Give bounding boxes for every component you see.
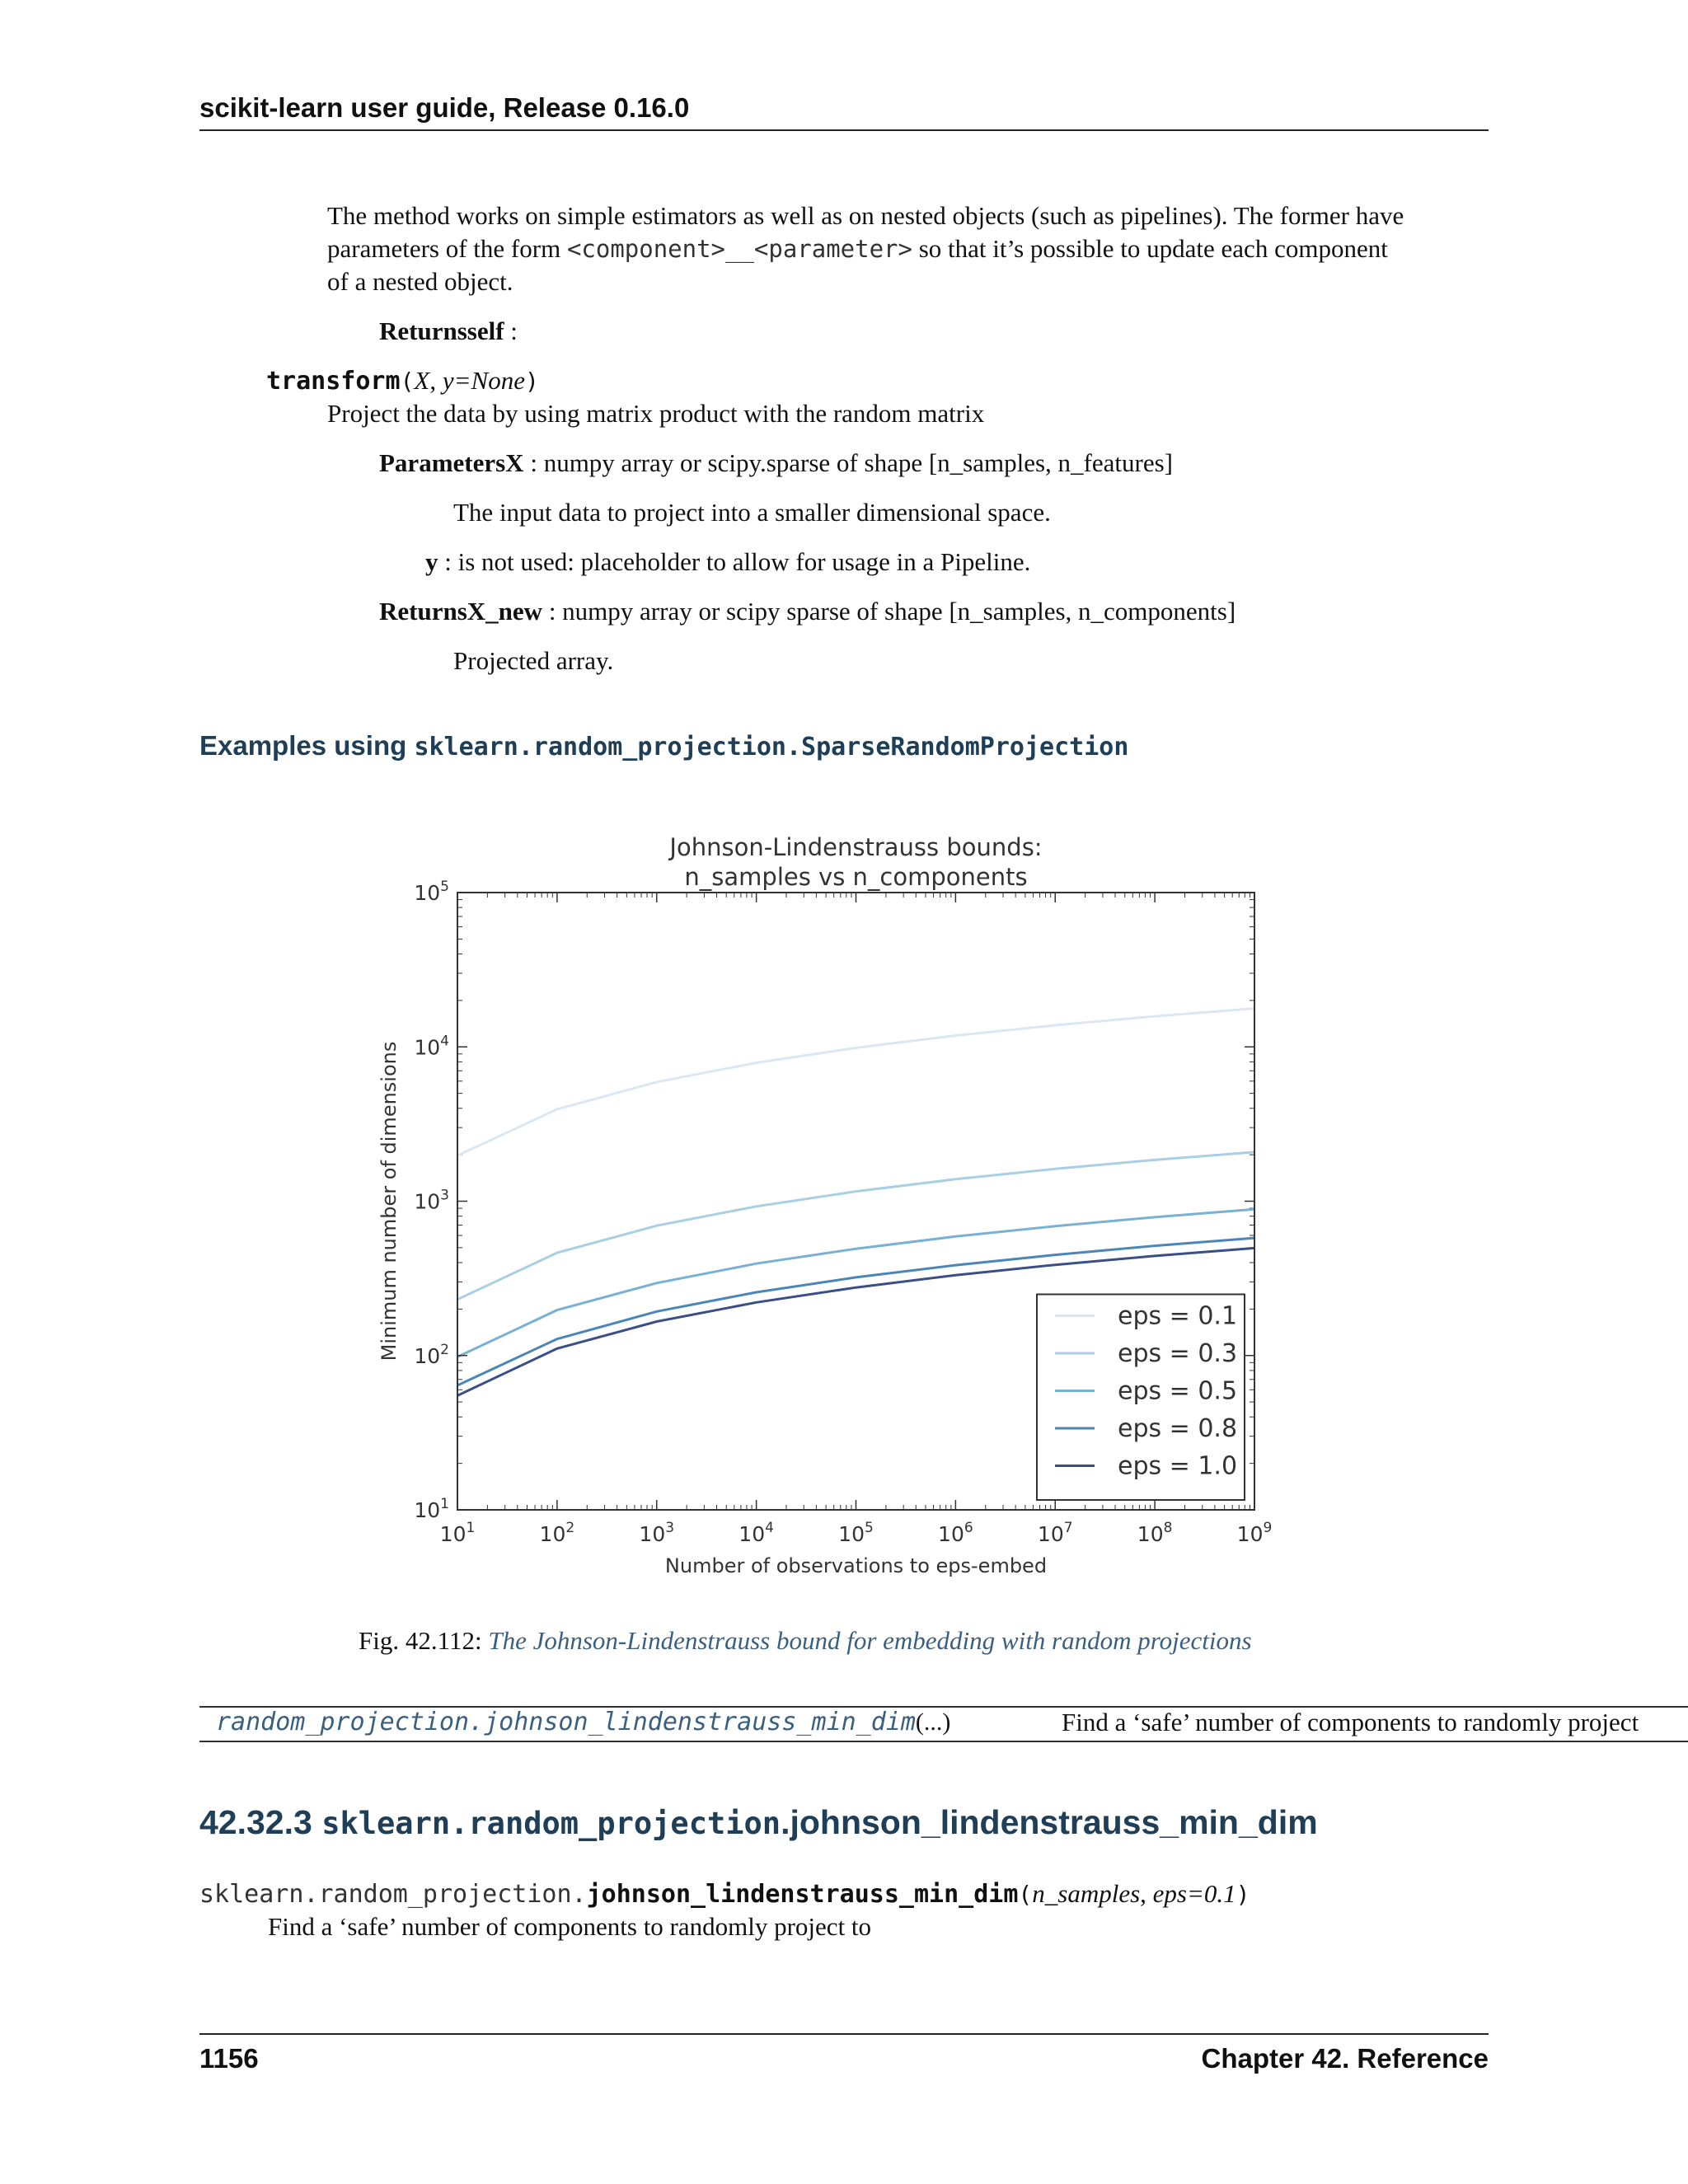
- paren-close: ): [524, 368, 539, 395]
- examples-heading-text: Examples using: [199, 730, 415, 761]
- x-tick-label: $10^5$: [838, 1520, 874, 1546]
- param-y-label: y: [425, 547, 438, 576]
- arg-y: y=None: [442, 366, 525, 395]
- y-tick-label: $10^3$: [414, 1187, 449, 1214]
- x-tick-label: $10^7$: [1037, 1520, 1073, 1546]
- footer-page-number: 1156: [199, 2043, 259, 2074]
- sig-comma: ,: [1140, 1879, 1153, 1908]
- sig-module: sklearn.random_projection.: [199, 1880, 587, 1909]
- method-name: transform: [266, 367, 401, 396]
- transform-signature: [266, 364, 539, 398]
- y-tick-label: $10^1$: [414, 1496, 449, 1522]
- set-params-desc-line-2: [327, 232, 1388, 265]
- examples-heading: [199, 730, 1128, 762]
- legend-label-3: eps = 0.5: [1118, 1376, 1238, 1406]
- summary-link-suffix: (...): [915, 1708, 951, 1736]
- legend-label-4: eps = 0.8: [1118, 1414, 1238, 1443]
- set-params-desc-line-3: of a nested object.: [327, 267, 513, 296]
- legend-label-2: eps = 0.3: [1118, 1339, 1238, 1368]
- x-tick-label: $10^8$: [1137, 1520, 1173, 1546]
- y-axis-label: Minimum number of dimensions: [377, 1041, 401, 1361]
- arg-x: X: [414, 366, 430, 395]
- param-y: [425, 546, 1030, 579]
- caption-link[interactable]: The Johnson-Lindenstrauss bound for embedding with random projections: [488, 1626, 1252, 1655]
- summary-link[interactable]: random_projection.johnson_lindenstrauss_min_dim: [216, 1708, 916, 1736]
- header-rule: [199, 129, 1489, 131]
- set-params-desc-line-1: The method works on simple estimators as well as on nested objects (such as pipelines). The former have: [327, 201, 1404, 230]
- subsection-heading: [199, 1803, 1318, 1842]
- params-type: : numpy array or scipy.sparse of shape [n_samples, n_features]: [523, 448, 1173, 477]
- code-component: <component>: [566, 235, 725, 263]
- x-tick-label: $10^3$: [639, 1520, 675, 1546]
- subsection-number: 42.32.3: [199, 1803, 322, 1841]
- returns-sep: :: [504, 316, 518, 345]
- param-y-desc: : is not used: placeholder to allow for usage in a Pipeline.: [438, 547, 1031, 576]
- transform-returns: [379, 595, 1236, 628]
- text-fragment: so that it’s possible to update each component: [912, 234, 1388, 263]
- x-axis-label: Number of observations to eps-embed: [664, 1554, 1048, 1577]
- sig-paren-close: ): [1236, 1881, 1250, 1908]
- paren-open: (: [400, 368, 415, 395]
- comma: ,: [429, 366, 443, 395]
- function-desc: Find a ‘safe’ number of components to randomly project to: [268, 1912, 872, 1941]
- text-fragment: parameters of the form: [327, 234, 567, 263]
- code-parameter: <parameter>: [753, 235, 912, 263]
- returns-type: : numpy array or scipy sparse of shape [n_samples, n_components]: [542, 597, 1236, 626]
- footer-chapter: Chapter 42. Reference: [1201, 2043, 1489, 2074]
- summary-row[interactable]: [216, 1708, 950, 1736]
- examples-heading-code[interactable]: sklearn.random_projection.SparseRandomProjection: [414, 733, 1129, 762]
- legend-label-1: eps = 0.1: [1118, 1301, 1238, 1331]
- subsection-name: .johnson_lindenstrauss_min_dim: [781, 1803, 1318, 1841]
- summary-desc: Find a ‘safe’ number of components to randomly project: [1062, 1708, 1639, 1736]
- transform-desc: Project the data by using matrix product with the random matrix: [327, 399, 985, 428]
- transform-params: [379, 447, 1173, 480]
- x-tick-label: $10^9$: [1236, 1520, 1273, 1546]
- chart-title-line-1: Johnson-Lindenstrauss bounds:: [669, 833, 1043, 861]
- set-params-returns: [379, 315, 518, 348]
- chart-title-line-2: n_samples vs n_components: [684, 863, 1028, 891]
- returns-label: Returnsself: [379, 316, 504, 345]
- params-label: ParametersX: [379, 448, 524, 477]
- footer-rule: [199, 2033, 1489, 2035]
- sig-arg1: n_samples: [1032, 1879, 1141, 1908]
- running-header: scikit-learn user guide, Release 0.16.0: [199, 92, 690, 123]
- y-tick-label: $10^2$: [414, 1341, 449, 1368]
- sig-arg2: eps=0.1: [1152, 1879, 1236, 1908]
- sig-paren-open: (: [1018, 1881, 1033, 1908]
- returns-desc: Projected array.: [453, 646, 614, 675]
- code-separator: __: [725, 235, 754, 263]
- y-tick-label: $10^4$: [414, 1033, 449, 1060]
- function-signature: [199, 1879, 1250, 1909]
- x-tick-label: $10^1$: [439, 1520, 476, 1546]
- summary-rule-bottom: [199, 1741, 1688, 1742]
- jl-bounds-chart[interactable]: [354, 808, 1294, 1599]
- legend-label-5: eps = 1.0: [1118, 1451, 1238, 1481]
- x-tick-label: $10^2$: [539, 1520, 575, 1546]
- x-tick-label: $10^6$: [938, 1520, 973, 1546]
- y-tick-label: $10^5$: [414, 879, 449, 905]
- x-tick-label: $10^4$: [738, 1520, 774, 1546]
- figure-caption: [359, 1626, 1252, 1656]
- caption-label: Fig. 42.112:: [359, 1626, 489, 1655]
- subsection-code: sklearn.random_projection: [321, 1806, 781, 1841]
- sig-name: johnson_lindenstrauss_min_dim: [586, 1880, 1019, 1909]
- returns-label: ReturnsX_new: [379, 597, 543, 626]
- param-x-desc: The input data to project into a smaller dimensional space.: [453, 498, 1051, 527]
